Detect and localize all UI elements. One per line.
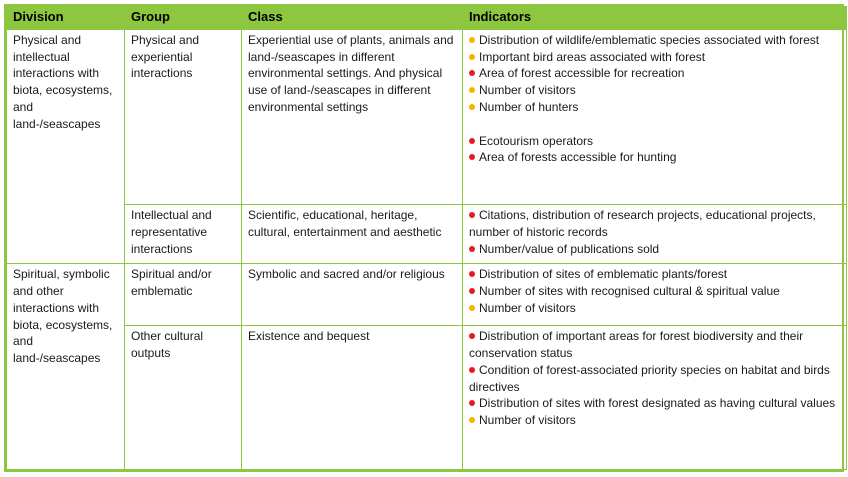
division-text: Physical and intellectual interactions with biota, ecosystems, and land-/seascapes — [13, 32, 113, 131]
division-cell — [7, 29, 125, 264]
indicator-table-frame — [4, 4, 844, 472]
indicator-text: Number of visitors — [479, 83, 576, 98]
indicator-item — [469, 328, 840, 362]
yellow-dot-icon — [469, 417, 475, 423]
division-cell — [7, 264, 125, 470]
indicator-item — [469, 99, 840, 116]
indicator-text: Important bird areas associated with forest — [479, 49, 706, 64]
indicator-item — [469, 32, 840, 49]
indicator-text: Distribution of sites of emblematic plants/forest — [479, 267, 728, 282]
indicator-text: Ecotourism operators — [479, 133, 594, 148]
class-text: Existence and bequest — [248, 329, 370, 344]
cultural-services-indicator-table — [6, 6, 847, 470]
indicator-text: Number of visitors — [479, 413, 576, 428]
indicators-cell — [463, 29, 847, 205]
indicator-text: Distribution of sites with forest designated as having cultural values — [479, 396, 836, 411]
class-text: Symbolic and sacred and/or religious — [248, 267, 445, 282]
yellow-dot-icon — [469, 37, 475, 43]
group-text: Intellectual and representative interactions — [131, 208, 212, 256]
header-class: Class — [242, 7, 463, 29]
group-text: Physical and experiential interactions — [131, 32, 200, 81]
red-dot-icon — [469, 271, 475, 277]
class-text: Experiential use of plants, animals and land-/seascapes in different environmental settings. And physical use of land-/seascapes in different environmental settings — [248, 32, 454, 114]
indicator-item — [469, 395, 840, 412]
indicator-text: Number of sites with recognised cultural & spiritual value — [479, 284, 780, 299]
indicator-text: Citations, distribution of research projects, educational projects, number of historic records — [469, 208, 816, 240]
group-text: Other cultural outputs — [131, 329, 204, 361]
group-cell — [125, 326, 242, 470]
class-cell — [242, 326, 463, 470]
indicator-text: Area of forests accessible for hunting — [479, 150, 677, 165]
header-indicators: Indicators — [463, 7, 847, 29]
red-dot-icon — [469, 246, 475, 252]
group-cell — [125, 264, 242, 326]
header-group: Group — [125, 7, 242, 29]
red-dot-icon — [469, 400, 475, 406]
indicator-item — [469, 412, 840, 429]
red-dot-icon — [469, 154, 475, 160]
table-row — [7, 29, 847, 205]
indicator-item — [469, 283, 840, 300]
table-row — [7, 264, 847, 326]
indicator-item — [469, 82, 840, 99]
yellow-dot-icon — [469, 87, 475, 93]
indicator-spacer — [469, 116, 840, 133]
yellow-dot-icon — [469, 54, 475, 60]
indicator-item — [469, 266, 840, 283]
red-dot-icon — [469, 367, 475, 373]
indicator-item — [469, 133, 840, 150]
red-dot-icon — [469, 70, 475, 76]
yellow-dot-icon — [469, 104, 475, 110]
table-row — [7, 205, 847, 264]
group-text: Spiritual and/or emblematic — [131, 267, 212, 299]
indicators-cell — [463, 264, 847, 326]
indicator-text: Number/value of publications sold — [479, 241, 660, 256]
table-row — [7, 326, 847, 470]
indicators-cell — [463, 205, 847, 264]
indicator-item — [469, 300, 840, 317]
red-dot-icon — [469, 288, 475, 294]
class-text: Scientific, educational, heritage, cultural, entertainment and aesthetic — [248, 208, 442, 240]
indicator-text: Condition of forest-associated priority species on habitat and birds directives — [469, 362, 830, 394]
indicator-item — [469, 149, 840, 166]
class-cell — [242, 29, 463, 205]
class-cell — [242, 205, 463, 264]
indicator-text: Area of forest accessible for recreation — [479, 66, 685, 81]
red-dot-icon — [469, 333, 475, 339]
red-dot-icon — [469, 212, 475, 218]
indicator-item — [469, 241, 840, 258]
group-cell — [125, 205, 242, 264]
class-cell — [242, 264, 463, 326]
indicator-item — [469, 65, 840, 82]
indicator-text: Distribution of important areas for forest biodiversity and their conservation status — [469, 329, 804, 361]
header-division: Division — [7, 7, 125, 29]
yellow-dot-icon — [469, 305, 475, 311]
indicators-cell — [463, 326, 847, 470]
division-text: Spiritual, symbolic and other interactions with biota, ecosystems, and land-/seascapes — [13, 267, 113, 366]
red-dot-icon — [469, 138, 475, 144]
indicator-text: Distribution of wildlife/emblematic species associated with forest — [479, 32, 820, 47]
indicator-item — [469, 49, 840, 66]
group-cell — [125, 29, 242, 205]
indicator-text: Number of hunters — [479, 99, 579, 114]
indicator-item — [469, 362, 840, 396]
table-header-row — [7, 7, 847, 29]
indicator-item — [469, 207, 840, 241]
indicator-text: Number of visitors — [479, 300, 576, 315]
